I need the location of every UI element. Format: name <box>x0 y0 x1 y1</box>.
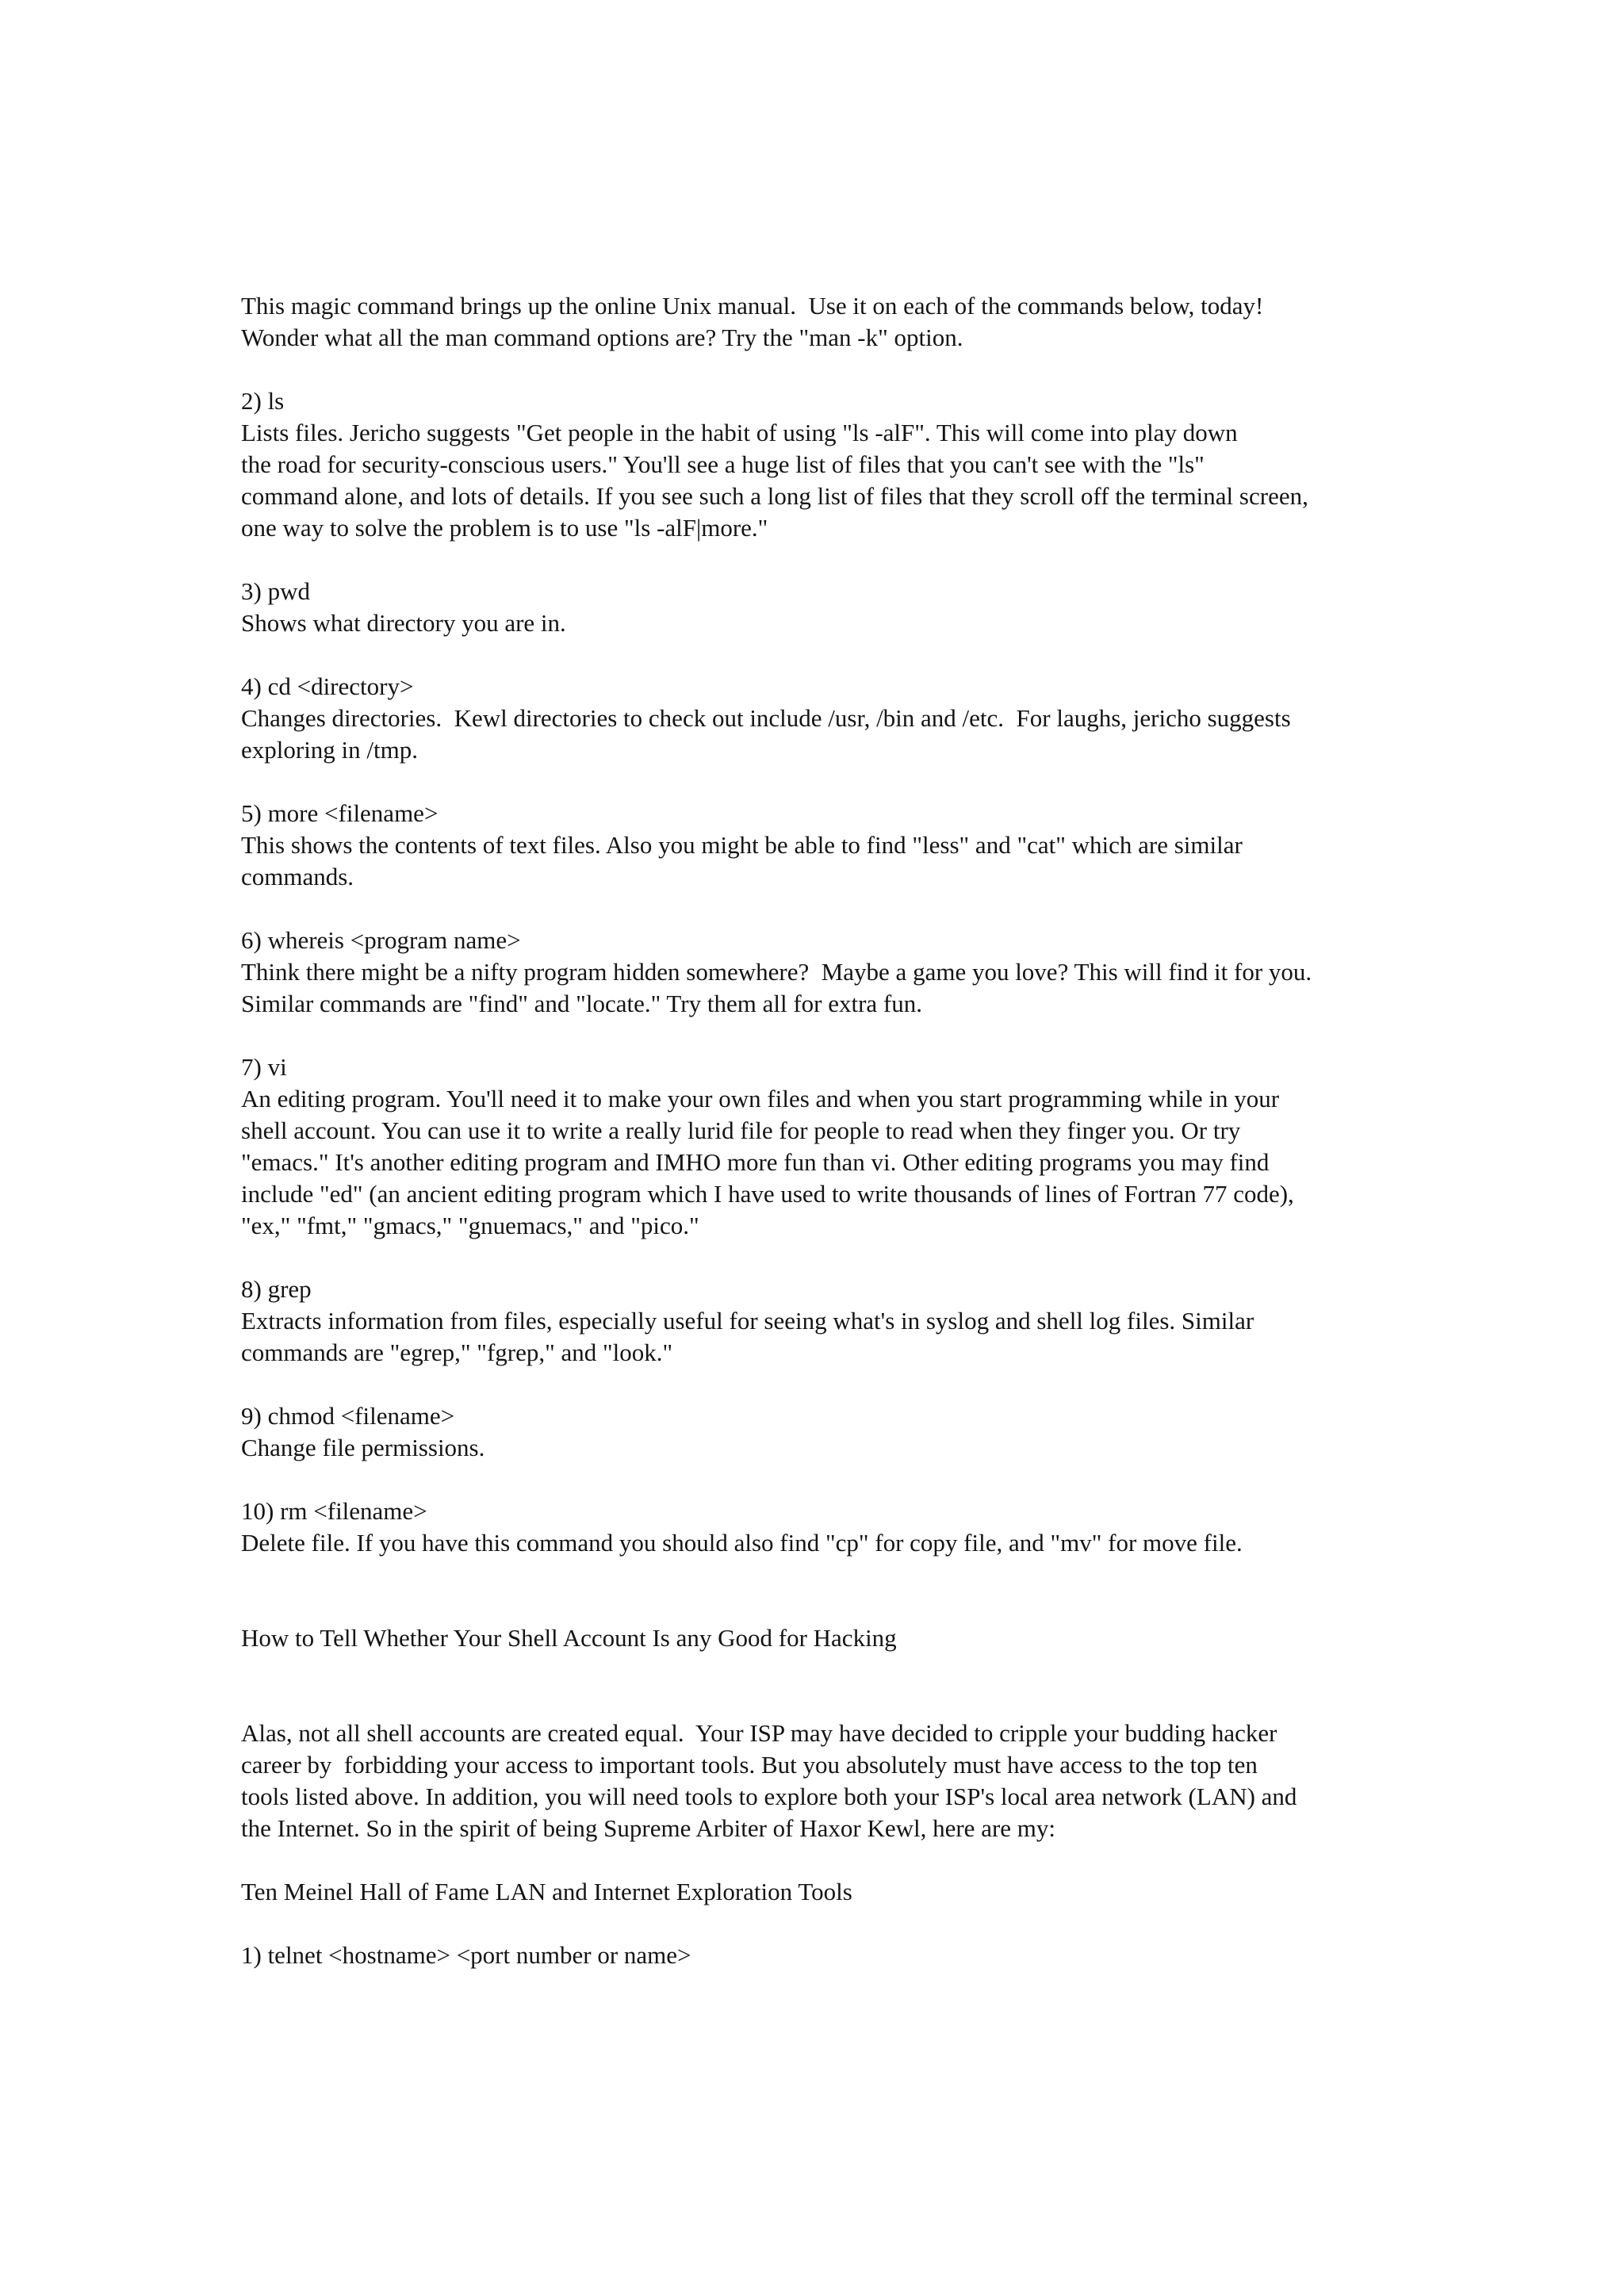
command-pwd <box>241 576 1431 639</box>
document-body <box>241 290 1431 1971</box>
command-more <box>241 798 1431 893</box>
command-whereis <box>241 925 1431 1020</box>
command-ls <box>241 385 1431 544</box>
command-description-line: shell account. You can use it to write a really lurid file for people to read when they finger you. Or try <box>241 1116 1241 1144</box>
section-line: the Internet. So in the spirit of being Supreme Arbiter of Haxor Kewl, here are my: <box>241 1814 1056 1842</box>
intro-paragraph <box>241 290 1431 354</box>
command-description-line: Similar commands are "find" and "locate." Try them all for extra fun. <box>241 990 922 1017</box>
intro-line: Wonder what all the man command options are? Try the "man -k" option. <box>241 324 963 351</box>
command-cd <box>241 671 1431 766</box>
command-description-line: Think there might be a nifty program hidden somewhere? Maybe a game you love? This will find it for you. <box>241 958 1312 986</box>
tools-title: Ten Meinel Hall of Fame LAN and Internet Exploration Tools <box>241 1878 852 1905</box>
command-chmod <box>241 1400 1431 1464</box>
section-title: How to Tell Whether Your Shell Account Is any Good for Hacking <box>241 1624 897 1652</box>
tool-telnet-heading: 1) telnet <hostname> <port number or name> <box>241 1941 691 1969</box>
section-line: Alas, not all shell accounts are created equal. Your ISP may have decided to cripple your budding hacker <box>241 1719 1277 1747</box>
command-description-line: Change file permissions. <box>241 1434 485 1461</box>
command-description-line: one way to solve the problem is to use "ls -alF|more." <box>241 514 768 542</box>
section-line: career by forbidding your access to important tools. But you absolutely must have access to the top ten <box>241 1751 1258 1779</box>
command-vi <box>241 1051 1431 1242</box>
command-description-line: Shows what directory you are in. <box>241 609 566 637</box>
command-description-line: Lists files. Jericho suggests "Get people in the habit of using "ls -alF". This will come into play down <box>241 419 1238 446</box>
intro-line: This magic command brings up the online Unix manual. Use it on each of the commands below, today! <box>241 292 1264 320</box>
command-description-line: commands are "egrep," "fgrep," and "look." <box>241 1338 673 1366</box>
command-heading: 3) pwd <box>241 577 310 605</box>
command-heading: 5) more <filename> <box>241 799 439 827</box>
command-heading: 10) rm <filename> <box>241 1497 427 1525</box>
section-paragraph <box>241 1718 1431 1844</box>
command-heading: 6) whereis <program name> <box>241 926 521 954</box>
command-description-line: "emacs." It's another editing program and IMHO more fun than vi. Other editing programs you may find <box>241 1148 1270 1176</box>
command-heading: 7) vi <box>241 1053 287 1081</box>
command-description-line: Extracts information from files, especially useful for seeing what's in syslog and shell log files. Similar <box>241 1307 1254 1335</box>
command-description-line: Changes directories. Kewl directories to check out include /usr, /bin and /etc. For laughs, jericho suggests <box>241 704 1291 732</box>
command-heading: 8) grep <box>241 1275 312 1303</box>
command-description-line: include "ed" (an ancient editing program which I have used to write thousands of lines of Fortran 77 code), <box>241 1180 1294 1208</box>
command-description-line: command alone, and lots of details. If you see such a long list of files that they scroll off the terminal screen, <box>241 482 1308 510</box>
command-description-line: This shows the contents of text files. Also you might be able to find "less" and "cat" which are similar <box>241 831 1243 859</box>
command-description-line: commands. <box>241 863 354 890</box>
command-description-line: Delete file. If you have this command you should also find "cp" for copy file, and "mv" for move file. <box>241 1529 1243 1557</box>
command-description-line: "ex," "fmt," "gmacs," "gnuemacs," and "pico." <box>241 1212 699 1239</box>
command-description-line: the road for security-conscious users." You'll see a huge list of files that you can't see with the "ls" <box>241 450 1205 478</box>
command-description-line: An editing program. You'll need it to make your own files and when you start programming while in your <box>241 1085 1280 1113</box>
command-heading: 2) ls <box>241 387 285 415</box>
command-heading: 9) chmod <filename> <box>241 1402 455 1430</box>
command-heading: 4) cd <directory> <box>241 672 414 700</box>
command-grep <box>241 1273 1431 1369</box>
section-line: tools listed above. In addition, you will need tools to explore both your ISP's local area network (LAN) and <box>241 1783 1297 1810</box>
command-rm <box>241 1496 1431 1559</box>
command-description-line: exploring in /tmp. <box>241 736 419 764</box>
